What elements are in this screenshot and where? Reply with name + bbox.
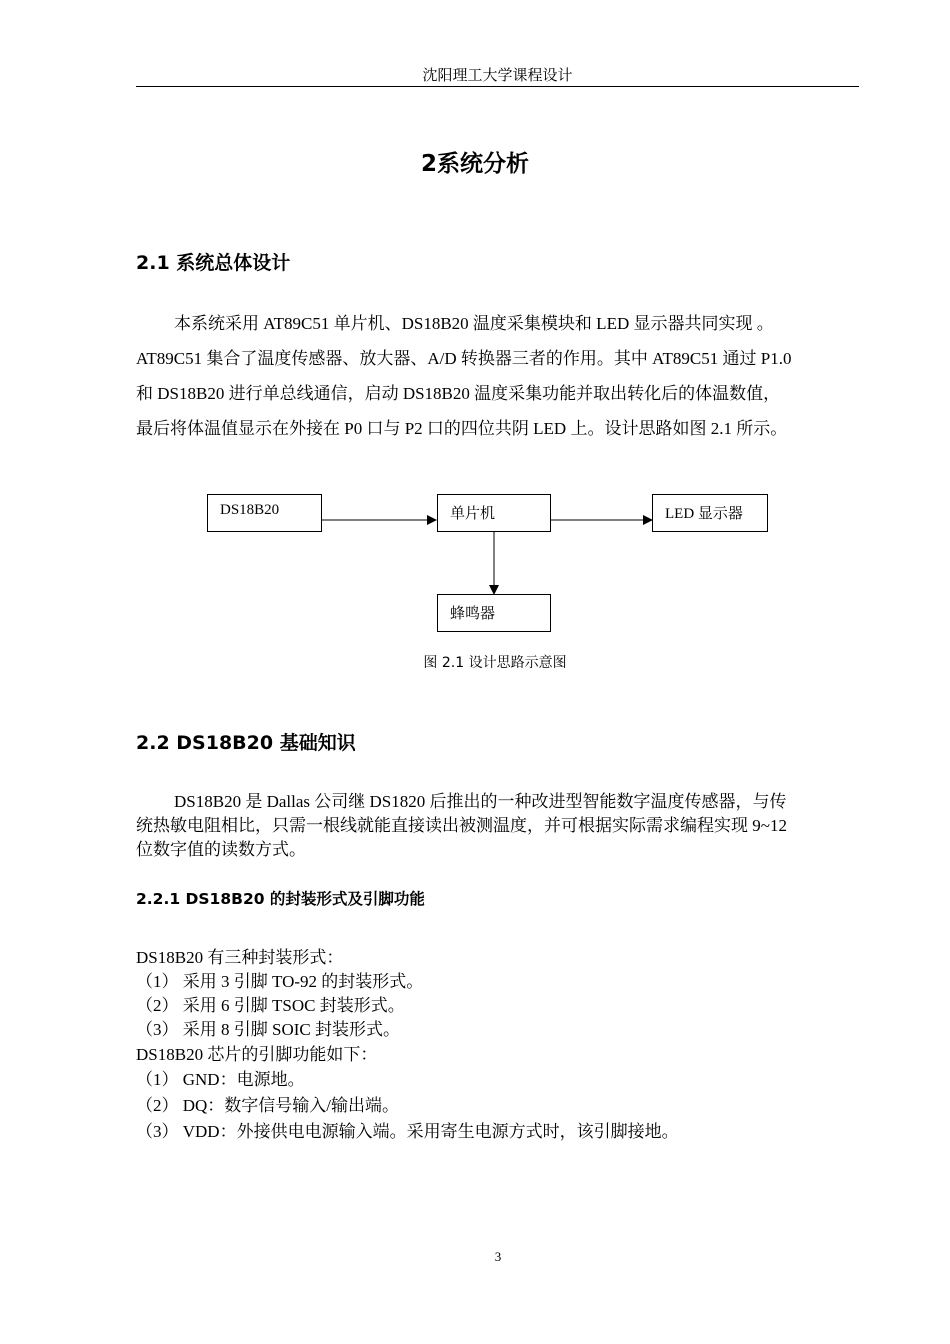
paragraph-line: 最后将体温值显示在外接在 P0 口与 P2 口的四位共阴 LED 上。设计思路如图 2.1 所示。	[136, 419, 788, 438]
paragraph-line: DS18B20 是 Dallas 公司继 DS1820 后推出的一种改进型智能数字温度传感器，与传	[174, 792, 787, 811]
paragraph-line: AT89C51 集合了温度传感器、放大器、A/D 转换器三者的作用。其中 AT89C51 通过 P1.0	[136, 349, 792, 368]
chapter-title: 2系统分析	[420, 151, 529, 177]
box-led-display: LED 显示器	[652, 494, 768, 532]
box-mcu: 单片机	[437, 494, 551, 532]
list-item: （1） 采用 3 引脚 TO-92 的封装形式。	[136, 972, 424, 991]
paragraph-line: 和 DS18B20 进行单总线通信，启动 DS18B20 温度采集功能并取出转化后的体温数值，	[136, 384, 781, 403]
list-item: （2） DQ：数字信号输入/输出端。	[136, 1096, 400, 1115]
section-2-2-heading: 2.2 DS18B20 基础知识	[136, 732, 356, 754]
list-item: （3） 采用 8 引脚 SOIC 封装形式。	[136, 1020, 400, 1039]
subsection-2-2-1-heading: 2.2.1 DS18B20 的封装形式及引脚功能	[136, 890, 425, 908]
packages-intro: DS18B20 有三种封装形式：	[136, 948, 344, 967]
box-buzzer: 蜂鸣器	[437, 594, 551, 632]
list-item: （1） GND：电源地。	[136, 1070, 305, 1089]
figure-caption: 图 2.1 设计思路示意图	[423, 655, 567, 671]
paragraph-line: 统热敏电阻相比，只需一根线就能直接读出被测温度，并可根据实际需求编程实现 9~12	[136, 816, 787, 835]
section-2-2-paragraph	[136, 790, 863, 862]
list-item: （3） VDD：外接供电电源输入端。采用寄生电源方式时，该引脚接地。	[136, 1122, 679, 1141]
box-ds18b20: DS18B20	[207, 494, 322, 532]
list-item: （2） 采用 6 引脚 TSOC 封装形式。	[136, 996, 405, 1015]
page-number: 3	[494, 1249, 502, 1264]
page-header: 沈阳理工大学课程设计	[422, 68, 573, 84]
section-2-1-heading: 2.1 系统总体设计	[136, 252, 291, 274]
paragraph-line: 本系统采用 AT89C51 单片机、DS18B20 温度采集模块和 LED 显示器共同实现 。	[174, 314, 774, 333]
pins-intro: DS18B20 芯片的引脚功能如下：	[136, 1045, 378, 1064]
paragraph-line: 位数字值的读数方式。	[136, 840, 306, 859]
